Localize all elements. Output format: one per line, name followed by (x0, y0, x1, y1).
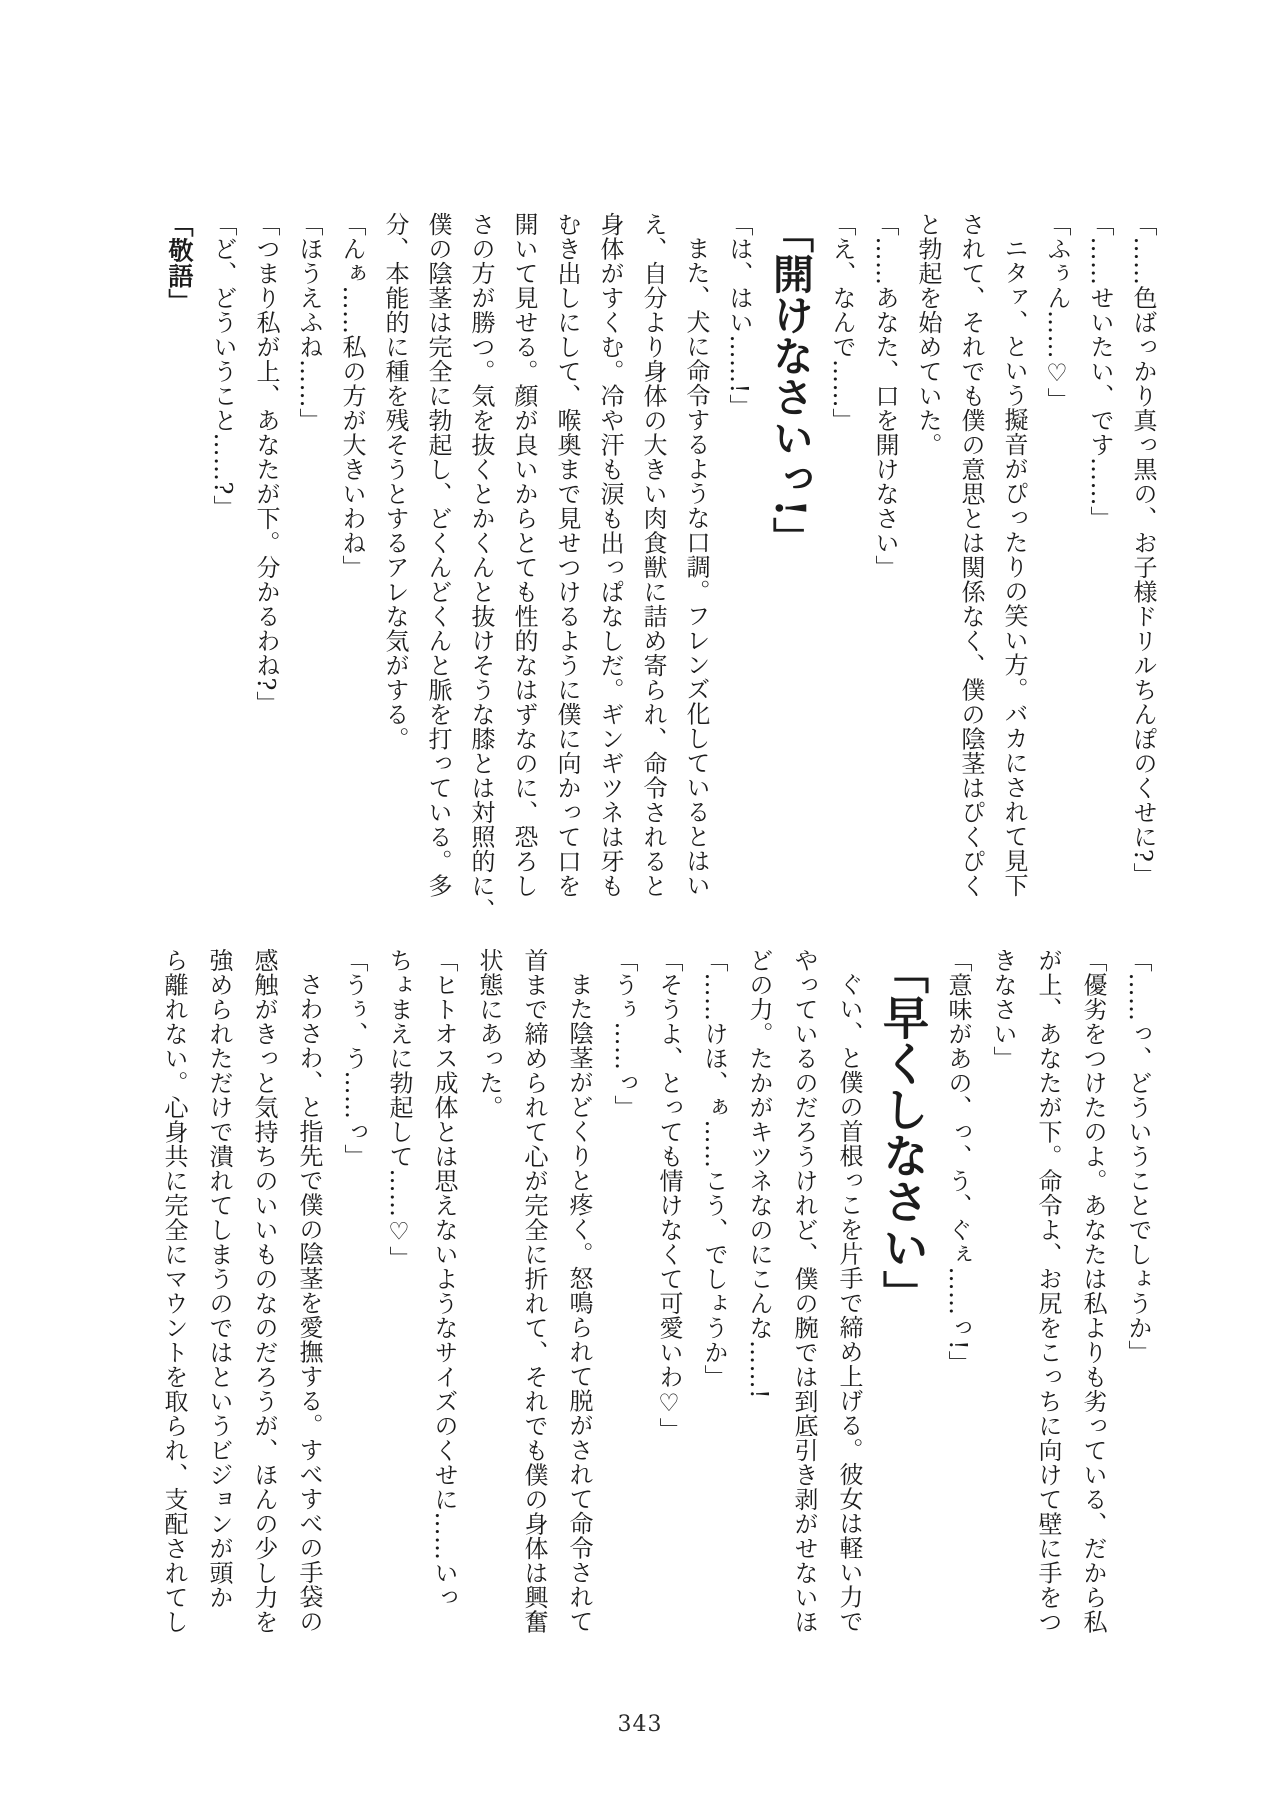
vertical-text-column: 状態にあった。 (475, 948, 503, 1120)
vertical-text-column: 「……あなた、口を開けなさい」 (871, 212, 899, 580)
vertical-text-column-emphasis: 「開けなさいっ!」 (766, 212, 814, 558)
vertical-text-column: 「つまり私が上、あなたが下。分かるわね?」 (252, 212, 280, 716)
vertical-text-column: 「……けほ、ぁ……こう、でしょうか」 (700, 948, 728, 1389)
vertical-text-column: が上、あなたが下。命令よ、お尻をこっちに向けて壁に手をつ (1034, 948, 1062, 1634)
vertical-text-column: え、自分より身体の大きい肉食獣に詰め寄られ、命令されると (639, 212, 667, 898)
vertical-text-column: 「ほうえふね……」 (295, 212, 323, 433)
vertical-text-column: 「え、なんで……」 (828, 212, 856, 433)
vertical-text-column: やっているのだろうけれど、僕の腕では到底引き剥がせないほ (790, 948, 818, 1634)
vertical-text-column-emphasis: 「敬語」 (165, 212, 194, 314)
vertical-text-column: 感触がきっと気持ちのいいものなのだろうが、ほんの少し力を (250, 948, 278, 1634)
vertical-text-column: 身体がすくむ。冷や汗も涙も出っぱなしだ。ギンギツネは牙も (596, 212, 624, 898)
text-block-lower (151, 948, 1160, 1654)
vertical-text-column: 「ど、どういうこと……?」 (209, 212, 237, 520)
vertical-text-column: 「ふぅん……♡」 (1043, 212, 1071, 412)
vertical-text-column: 「そうよ、とっても情けなくて可愛いわ♡」 (655, 948, 683, 1442)
page-number: 343 (617, 1712, 663, 1737)
vertical-text-column: きなさい」 (989, 948, 1017, 1071)
vertical-text-column: さの方が勝つ。気を抜くとかくんと抜けそうな膝とは対照的に、 (467, 212, 495, 923)
vertical-text-column: 「うぅ、う……っ」 (340, 948, 368, 1169)
vertical-text-column: 「意味があの、っ、う、ぐぇ……っ!」 (944, 948, 972, 1375)
vertical-text-column: 「……せいたい、です……」 (1086, 212, 1114, 531)
vertical-text-column: ニタァ、という擬音がぴったりの笑い方。バカにされて見下 (1000, 236, 1028, 898)
vertical-text-column: 強められただけで潰れてしまうのではというビジョンが頭か (205, 948, 233, 1610)
vertical-text-column: 「ヒトオス成体とは思えないようなサイズのくせに……いっ (430, 948, 458, 1610)
vertical-text-column: されて、それでも僕の意思とは関係なく、僕の陰茎はぴくぴく (957, 212, 985, 898)
vertical-text-column: 分、本能的に種を残そうとするアレな気がする。 (381, 212, 409, 751)
vertical-text-column: 「うぅ……っ」 (610, 948, 638, 1120)
vertical-text-column: さわさわ、と指先で僕の陰茎を愛撫する。すべすべの手袋の (295, 972, 323, 1634)
vertical-text-column: また陰茎がどくりと疼く。怒鳴られて脱がされて命令されて (565, 972, 593, 1634)
vertical-text-column: また、犬に命令するような口調。フレンズ化しているとはい (682, 236, 710, 898)
vertical-text-column: と勃起を始めていた。 (914, 212, 942, 457)
vertical-text-column: 「優劣をつけたのよ。あなたは私よりも劣っている、だから私 (1079, 948, 1107, 1634)
vertical-text-column: 僕の陰茎は完全に勃起し、どくんどくんと脈を打っている。多 (424, 212, 452, 898)
vertical-text-column: 首まで締められて心が完全に折れて、それでも僕の身体は興奮 (520, 948, 548, 1634)
vertical-text-column: ら離れない。心身共に完全にマウントを取られ、支配されてし (160, 948, 188, 1634)
vertical-text-column: 「……色ばっかり真っ黒の、お子様ドリルちんぽのくせに?」 (1129, 212, 1157, 887)
vertical-text-column: 開いて見せる。顔が良いからとても性的なはずなのに、恐ろし (510, 212, 538, 898)
vertical-text-column-emphasis: 「早くしなさい」 (876, 948, 930, 1316)
text-block-upper (158, 212, 1164, 923)
vertical-text-column: ちょまえに勃起して……♡」 (385, 948, 413, 1271)
vertical-text-column: むき出しにして、喉奥まで見せつけるように僕に向かって口を (553, 212, 581, 898)
vertical-text-column: 「んぁ……私の方が大きいわね」 (338, 212, 366, 580)
vertical-text-column: どの力。たかがキツネなのにこんな……! (745, 948, 773, 1400)
vertical-text-column: 「は、はい……!」 (725, 212, 753, 419)
vertical-text-column: ぐい、と僕の首根っこを片手で締め上げる。彼女は軽い力で (835, 972, 863, 1634)
vertical-text-column: 「……っ、どういうことでしょうか」 (1124, 948, 1152, 1365)
